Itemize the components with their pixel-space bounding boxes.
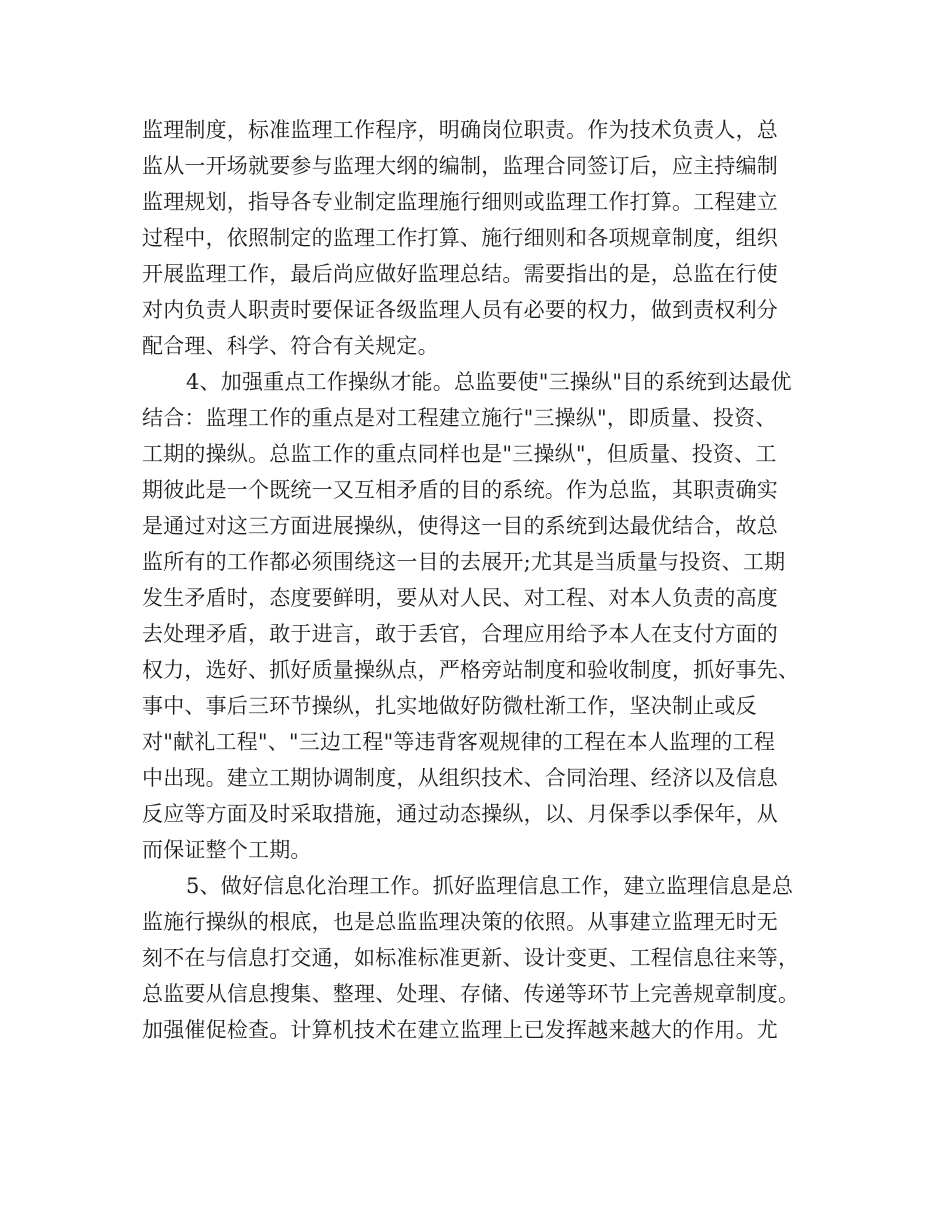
text-line: 监所有的工作都必须围绕这一目的去展开;尤其是当质量与投资、工期 xyxy=(142,550,786,574)
text-line: 过程中，依照制定的监理工作打算、施行细则和各项规章制度，组织 xyxy=(142,226,778,250)
text-line: 监理规划，指导各专业制定监理施行细则或监理工作打算。工程建立 xyxy=(142,190,778,214)
text-line: 监施行操纵的根底，也是总监监理决策的依照。从事建立监理无时无 xyxy=(142,910,778,934)
text-line: 工期的操纵。总监工作的重点同样也是"三操纵"，但质量、投资、工 xyxy=(142,442,777,466)
text-line: 去处理矛盾，敢于进言，敢于丢官，合理应用给予本人在支付方面的 xyxy=(142,622,778,646)
text-line: 发生矛盾时，态度要鲜明，要从对人民、对工程、对本人负责的高度 xyxy=(142,586,778,610)
text-line: 对"献礼工程"、"三边工程"等违背客观规律的工程在本人监理的工程 xyxy=(142,730,776,754)
paragraph-4-first-line: 4、加强重点工作操纵才能。总监要使"三操纵"目的系统到达最优 xyxy=(186,370,792,394)
text-line: 开展监理工作，最后尚应做好监理总结。需要指出的是，总监在行使 xyxy=(142,262,778,286)
paragraph-5-first-line: 5、做好信息化治理工作。抓好监理信息工作，建立监理信息是总 xyxy=(186,874,794,898)
text-line: 而保证整个工期。 xyxy=(142,838,312,862)
text-line: 权力，选好、抓好质量操纵点，严格旁站制度和验收制度，抓好事先、 xyxy=(142,658,800,682)
text-line: 对内负责人职责时要保证各级监理人员有必要的权力，做到责权利分 xyxy=(142,298,778,322)
text-line: 结合：监理工作的重点是对工程建立施行"三操纵"，即质量、投资、 xyxy=(142,406,777,430)
text-line: 中出现。建立工期协调制度，从组织技术、合同治理、经济以及信息 xyxy=(142,766,778,790)
text-line: 是通过对这三方面进展操纵，使得这一目的系统到达最优结合，故总 xyxy=(142,514,778,538)
text-line: 监理制度，标准监理工作程序，明确岗位职责。作为技术负责人，总 xyxy=(142,118,778,142)
text-line: 事中、事后三环节操纵，扎实地做好防微杜渐工作，坚决制止或反 xyxy=(142,694,757,718)
text-line: 加强催促检查。计算机技术在建立监理上已发挥越来越大的作用。尤 xyxy=(142,1018,778,1042)
text-line: 监从一开场就要参与监理大纲的编制，监理合同签订后，应主持编制 xyxy=(142,154,778,178)
text-line: 配合理、科学、符合有关规定。 xyxy=(142,334,439,358)
text-line: 反应等方面及时采取措施，通过动态操纵，以、月保季以季保年，从 xyxy=(142,802,778,826)
text-line: 期彼此是一个既统一又互相矛盾的目的系统。作为总监，其职责确实 xyxy=(142,478,778,502)
text-line: 总监要从信息搜集、整理、处理、存储、传递等环节上完善规章制度。 xyxy=(142,982,800,1006)
text-line: 刻不在与信息打交通，如标准标准更新、设计变更、工程信息往来等， xyxy=(142,946,800,970)
